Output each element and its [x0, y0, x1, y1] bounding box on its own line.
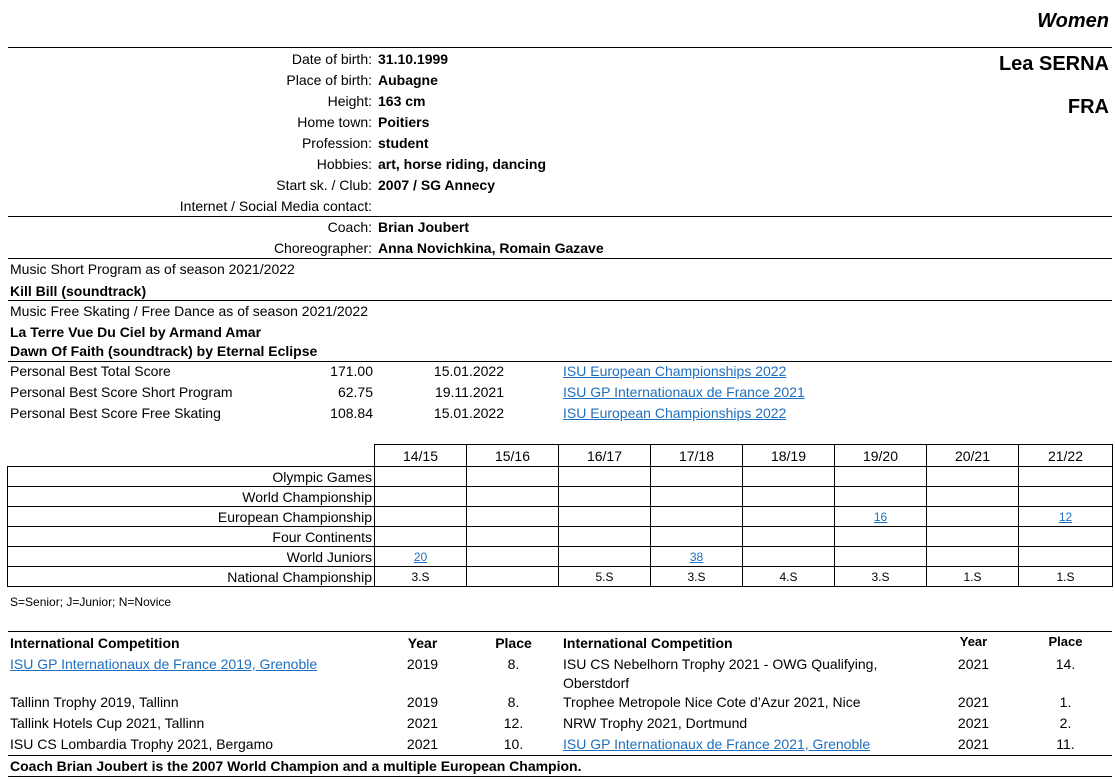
place-header: Place	[1048, 634, 1083, 649]
result-cell	[927, 507, 1019, 527]
result-cell: 5.S	[559, 567, 651, 587]
competition-name: ISU CS Lombardia Trophy 2021, Bergamo	[10, 736, 274, 752]
divider	[8, 755, 1112, 756]
result-cell: 4.S	[743, 567, 835, 587]
result-cell	[651, 467, 743, 487]
competition-year: 2021	[957, 656, 990, 672]
result-link[interactable]: 38	[689, 549, 704, 564]
pb-score: 171.00	[330, 363, 373, 379]
competition-name: Tallinn Trophy 2019, Tallinn	[10, 694, 179, 710]
result-cell	[559, 547, 651, 567]
pb-label: Personal Best Score Free Skating	[10, 405, 221, 421]
bio-value: 2007 / SG Annecy	[378, 177, 495, 193]
bio-value: 31.10.1999	[378, 51, 449, 67]
season-header: 20/21	[927, 445, 1019, 467]
bio-label: Start sk. / Club:	[276, 177, 372, 193]
result-cell: 3.S	[651, 567, 743, 587]
event-label: Four Continents	[8, 527, 375, 547]
competition-name: NRW Trophy 2021, Dortmund	[563, 715, 748, 731]
event-label: Olympic Games	[8, 467, 375, 487]
music-free-title: La Terre Vue Du Ciel by Armand Amar	[10, 324, 262, 340]
result-cell	[559, 507, 651, 527]
coach-label: Coach:	[327, 219, 372, 235]
result-cell	[651, 487, 743, 507]
competition-place: 8.	[507, 656, 520, 672]
event-label: National Championship	[8, 567, 375, 587]
result-cell	[743, 547, 835, 567]
pb-event-link[interactable]: ISU European Championships 2022	[563, 405, 787, 421]
competition-year: 2021	[406, 715, 439, 731]
divider	[8, 216, 1112, 217]
divider	[8, 361, 1112, 362]
event-label: European Championship	[8, 507, 375, 527]
divider	[8, 47, 1112, 48]
season-header: 15/16	[467, 445, 559, 467]
result-cell	[743, 507, 835, 527]
footer-note: Coach Brian Joubert is the 2007 World Champion and a multiple European Champion.	[10, 758, 582, 774]
bio-value: Poitiers	[378, 114, 430, 130]
result-cell	[1019, 547, 1113, 567]
result-cell	[651, 527, 743, 547]
result-cell	[927, 467, 1019, 487]
year-header: Year	[959, 634, 988, 649]
music-short-label: Music Short Program as of season 2021/2022	[10, 261, 295, 277]
athlete-name: Lea SERNA	[998, 53, 1109, 75]
divider	[8, 776, 1112, 777]
table-row	[8, 567, 1113, 587]
competition-place: 14.	[1055, 656, 1076, 672]
competition-name: Tallink Hotels Cup 2021, Tallinn	[10, 715, 205, 731]
competition-name: Trophee Metropole Nice Cote d’Azur 2021, Nice	[563, 694, 861, 710]
legend-note: S=Senior; J=Junior; N=Novice	[10, 595, 172, 609]
result-cell: 1.S	[927, 567, 1019, 587]
table-row	[8, 507, 1113, 527]
result-cell	[1019, 527, 1113, 547]
result-cell	[467, 547, 559, 567]
competition-name-cont: Oberstdorf	[563, 675, 630, 691]
result-link[interactable]: 16	[873, 509, 888, 524]
music-free-title: Dawn Of Faith (soundtrack) by Eternal Eclipse	[10, 343, 318, 359]
pb-event-link[interactable]: ISU European Championships 2022	[563, 363, 787, 379]
result-cell-link	[1019, 507, 1113, 527]
result-cell-link	[835, 507, 927, 527]
competition-year: 2021	[957, 694, 990, 710]
comp-header: International Competition	[10, 635, 180, 651]
result-cell: 1.S	[1019, 567, 1113, 587]
athlete-country: FRA	[1067, 96, 1109, 118]
competition-year: 2021	[957, 736, 990, 752]
result-cell	[835, 467, 927, 487]
choreographer-label: Choreographer:	[273, 240, 372, 256]
bio-value: student	[378, 135, 429, 151]
bio-value: Aubagne	[378, 72, 438, 88]
season-header: 18/19	[743, 445, 835, 467]
competition-year: 2021	[406, 736, 439, 752]
competition-place: 11.	[1056, 736, 1075, 752]
pb-score: 108.84	[330, 405, 373, 421]
bio-label: Hobbies:	[316, 156, 372, 172]
pb-label: Personal Best Score Short Program	[10, 384, 233, 400]
divider	[8, 258, 1112, 259]
choreographer-value: Anna Novichkina, Romain Gazave	[378, 240, 604, 256]
bio-value: 163 cm	[378, 93, 426, 109]
competition-year: 2019	[406, 694, 439, 710]
result-link[interactable]: 12	[1058, 509, 1073, 524]
competition-place: 10.	[503, 736, 524, 752]
result-cell	[467, 507, 559, 527]
divider	[8, 300, 1112, 301]
result-cell	[835, 527, 927, 547]
table-row	[8, 547, 1113, 567]
table-row	[8, 527, 1113, 547]
competition-link[interactable]: ISU GP Internationaux de France 2019, Grenoble	[10, 656, 318, 672]
season-header: 17/18	[651, 445, 743, 467]
result-cell	[375, 507, 467, 527]
season-header: 14/15	[375, 445, 467, 467]
result-cell: 3.S	[835, 567, 927, 587]
music-short-title: Kill Bill (soundtrack)	[10, 283, 147, 299]
result-cell	[927, 527, 1019, 547]
result-cell	[927, 487, 1019, 507]
pb-event-link[interactable]: ISU GP Internationaux de France 2021	[563, 384, 805, 400]
result-cell	[651, 507, 743, 527]
pb-label: Personal Best Total Score	[10, 363, 171, 379]
competition-link[interactable]: ISU GP Internationaux de France 2021, Grenoble	[563, 736, 871, 752]
bio-label: Date of birth:	[291, 51, 372, 67]
bio-value: art, horse riding, dancing	[378, 156, 547, 172]
divider	[8, 631, 1112, 632]
comp-header: International Competition	[563, 635, 733, 651]
result-cell	[467, 487, 559, 507]
result-cell	[559, 487, 651, 507]
competition-name: ISU CS Nebelhorn Trophy 2021 - OWG Qualifying,	[563, 656, 878, 672]
pb-date: 15.01.2022	[433, 363, 504, 379]
bio-label: Profession:	[301, 135, 372, 151]
bio-label: Internet / Social Media contact:	[179, 198, 372, 214]
competition-place: 1.	[1059, 694, 1072, 710]
bio-label: Place of birth:	[286, 72, 372, 88]
season-header: 19/20	[835, 445, 927, 467]
competition-year: 2019	[406, 656, 439, 672]
competition-place: 8.	[507, 694, 520, 710]
result-cell	[743, 467, 835, 487]
bio-label: Height:	[327, 93, 372, 109]
place-header: Place	[495, 635, 532, 651]
result-cell	[743, 487, 835, 507]
pb-date: 15.01.2022	[433, 405, 504, 421]
table-row	[8, 487, 1113, 507]
results-corner	[8, 445, 375, 467]
bio-label: Home town:	[297, 114, 372, 130]
results-header-row	[8, 445, 1113, 467]
result-cell	[559, 527, 651, 547]
result-cell	[1019, 487, 1113, 507]
result-cell	[375, 467, 467, 487]
result-cell: 3.S	[375, 567, 467, 587]
pb-score: 62.75	[337, 384, 373, 400]
result-cell	[1019, 467, 1113, 487]
result-cell	[743, 527, 835, 547]
music-free-label: Music Free Skating / Free Dance as of season 2021/2022	[10, 303, 368, 319]
result-cell	[467, 527, 559, 547]
results-table	[7, 444, 1113, 587]
competition-year: 2021	[957, 715, 990, 731]
result-cell-link	[651, 547, 743, 567]
event-label: World Championship	[8, 487, 375, 507]
result-link[interactable]: 20	[413, 549, 428, 564]
category-title: Women	[1037, 10, 1109, 32]
result-cell-link	[375, 547, 467, 567]
result-cell	[835, 487, 927, 507]
year-header: Year	[407, 635, 438, 651]
pb-date: 19.11.2021	[434, 384, 504, 400]
coach-value: Brian Joubert	[378, 219, 470, 235]
event-label: World Juniors	[8, 547, 375, 567]
result-cell	[375, 527, 467, 547]
result-cell	[467, 567, 559, 587]
result-cell	[559, 467, 651, 487]
result-cell	[927, 547, 1019, 567]
season-header: 16/17	[559, 445, 651, 467]
result-cell	[835, 547, 927, 567]
competition-place: 2.	[1059, 715, 1072, 731]
season-header: 21/22	[1019, 445, 1113, 467]
table-row	[8, 467, 1113, 487]
result-cell	[375, 487, 467, 507]
competition-place: 12.	[503, 715, 524, 731]
result-cell	[467, 467, 559, 487]
